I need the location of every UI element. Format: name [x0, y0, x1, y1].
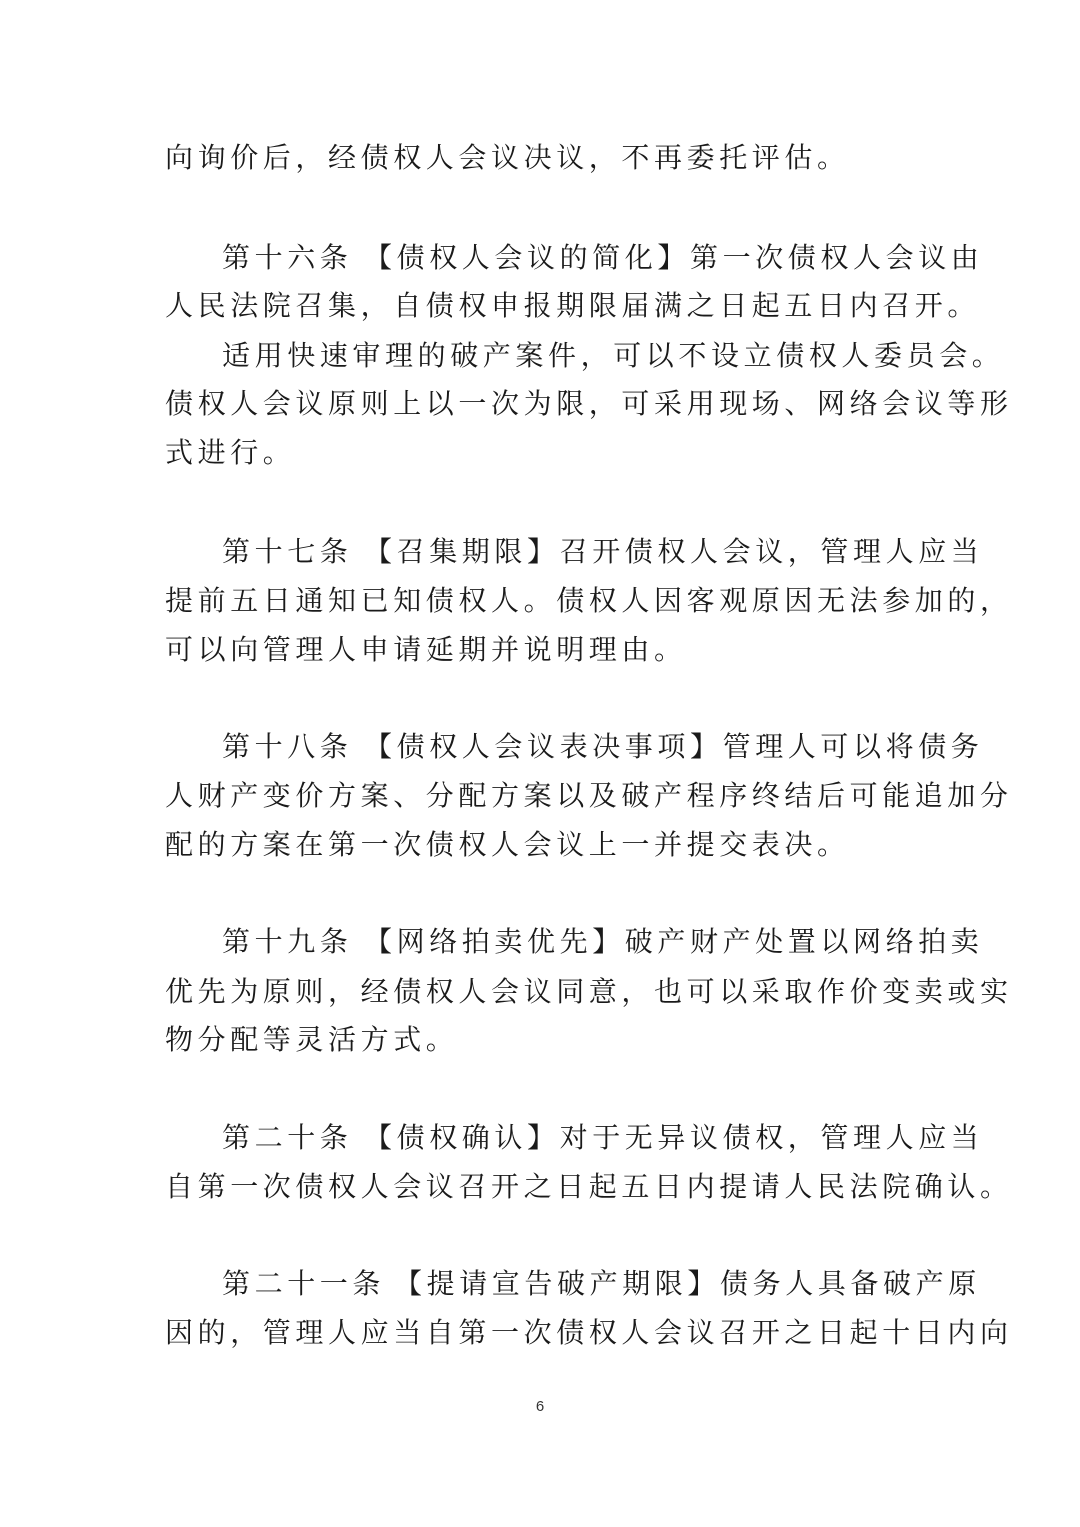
paragraph-line: 优先为原则，经债权人会议同意，也可以采取作价变卖或实 [165, 975, 1013, 1008]
paragraph-line: 配的方案在第一次债权人会议上一并提交表决。 [165, 828, 850, 861]
paragraph-line: 适用快速审理的破产案件，可以不设立债权人委员会。 [222, 339, 1005, 372]
page-number: 6 [535, 1398, 545, 1415]
article-18-heading-line [222, 727, 984, 767]
paragraph-line: 可以向管理人申请延期并说明理由。 [165, 633, 687, 666]
article-number: 第十六条 [222, 241, 353, 274]
paragraph-line: 人民法院召集，自债权申报期限届满之日起五日内召开。 [165, 289, 981, 322]
paragraph-line: 式进行。 [165, 436, 296, 469]
article-text: 【提请宣告破产期限】债务人具备破产原 [394, 1267, 981, 1300]
paragraph-line: 提前五日通知已知债权人。债权人因客观原因无法参加的， [165, 584, 1013, 617]
article-16-heading-line [222, 238, 984, 278]
paragraph-line: 物分配等灵活方式。 [165, 1023, 459, 1056]
article-number: 第十九条 [222, 925, 353, 958]
article-text: 【债权人会议表决事项】管理人可以将债务 [364, 730, 984, 763]
article-20-heading-line [222, 1118, 984, 1158]
article-17-heading-line [222, 532, 984, 572]
paragraph-line: 自第一次债权人会议召开之日起五日内提请人民法院确认。 [165, 1170, 1013, 1203]
paragraph-line: 债权人会议原则上以一次为限，可采用现场、网络会议等形 [165, 387, 1013, 420]
article-number: 第二十一条 [222, 1267, 386, 1300]
article-21-heading-line [222, 1264, 981, 1304]
article-text: 【网络拍卖优先】破产财产处置以网络拍卖 [364, 925, 984, 958]
article-text: 【召集期限】召开债权人会议，管理人应当 [364, 535, 984, 568]
paragraph-line: 因的，管理人应当自第一次债权人会议召开之日起十日内向 [165, 1316, 1013, 1349]
article-number: 第十八条 [222, 730, 353, 763]
article-19-heading-line [222, 922, 984, 962]
paragraph-line: 人财产变价方案、分配方案以及破产程序终结后可能追加分 [165, 779, 1013, 812]
paragraph-line: 向询价后，经债权人会议决议，不再委托评估。 [165, 141, 850, 174]
article-number: 第二十条 [222, 1121, 353, 1154]
article-text: 【债权确认】对于无异议债权，管理人应当 [364, 1121, 984, 1154]
article-text: 【债权人会议的简化】第一次债权人会议由 [364, 241, 984, 274]
article-number: 第十七条 [222, 535, 353, 568]
